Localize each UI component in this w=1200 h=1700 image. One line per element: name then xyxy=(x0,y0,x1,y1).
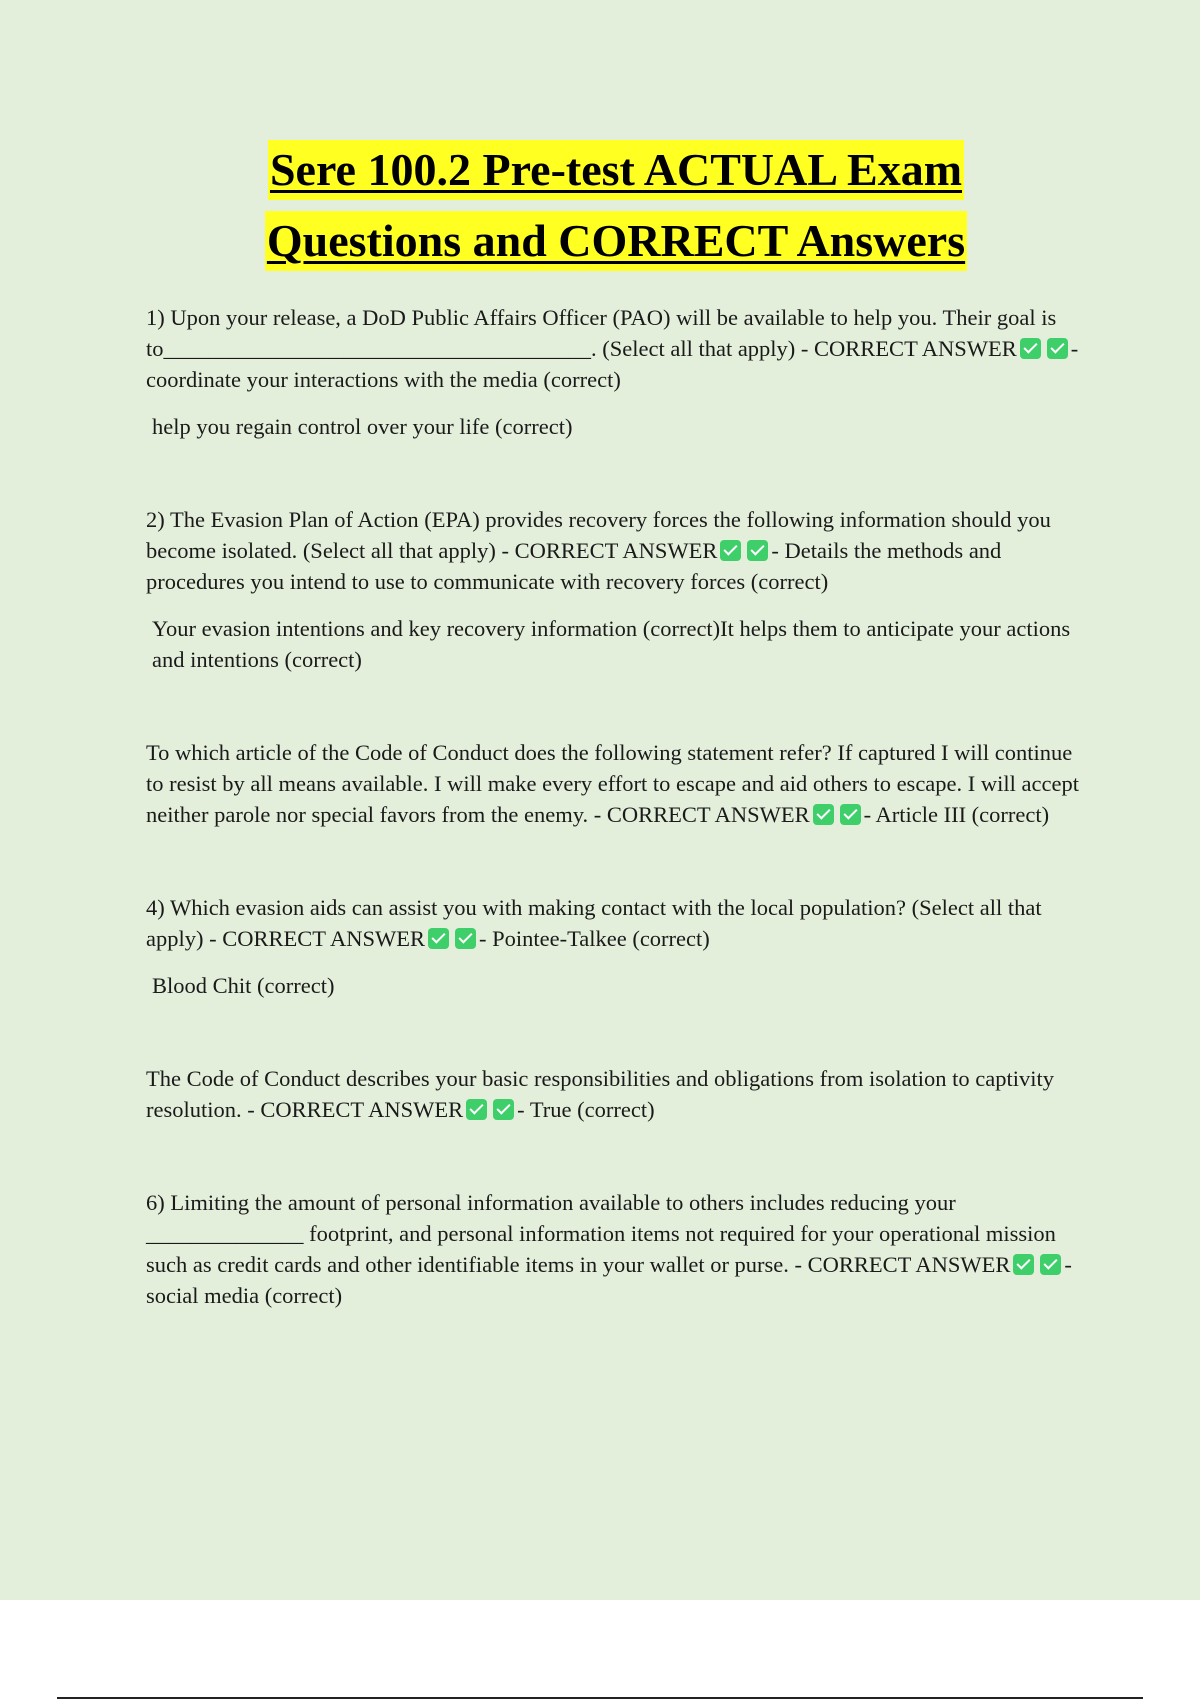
document-body xyxy=(146,140,1086,1373)
title-line-2: Questions and CORRECT Answers xyxy=(265,211,967,271)
check-mark-icon xyxy=(1040,1254,1061,1275)
question-prompt: 1) Upon your release, a DoD Public Affairs Officer (PAO) will be available to help you. Their goal is to______________________________________. (Select all that apply) - CORRECT ANSWER xyxy=(146,305,1057,361)
question-block-5 xyxy=(146,1063,1086,1125)
check-mark-icon xyxy=(747,540,768,561)
question-block-3 xyxy=(146,737,1086,830)
answer-text: - True (correct) xyxy=(517,1097,655,1122)
footer-divider xyxy=(57,1697,1143,1699)
check-mark-icon xyxy=(813,804,834,825)
check-mark-icon xyxy=(455,928,476,949)
answer-text: - social media (correct) xyxy=(146,1252,1072,1308)
check-mark-icon xyxy=(493,1099,514,1120)
check-mark-icon xyxy=(466,1099,487,1120)
question-prompt: To which article of the Code of Conduct does the following statement refer? If captured I will continue to resist by all means available. I will make every effort to escape and aid others to escape. I will accept neither parole nor special favors from the enemy. - CORRECT ANSWER xyxy=(146,740,1079,827)
question-prompt: The Code of Conduct describes your basic responsibilities and obligations from isolation to captivity resolution. - CORRECT ANSWER xyxy=(146,1066,1054,1122)
check-mark-icon xyxy=(1047,338,1068,359)
question-text xyxy=(146,1063,1086,1125)
question-text xyxy=(146,302,1086,395)
additional-answer: Your evasion intentions and key recovery information (correct)It helps them to anticipate your actions and intentions (correct) xyxy=(152,616,1071,672)
check-mark-icon xyxy=(428,928,449,949)
additional-answer: help you regain control over your life (correct) xyxy=(152,414,573,439)
answer-text: - Pointee-Talkee (correct) xyxy=(478,926,710,951)
check-mark-icon xyxy=(720,540,741,561)
question-prompt: 2) The Evasion Plan of Action (EPA) provides recovery forces the following information should you become isolated. (Select all that apply) - CORRECT ANSWER xyxy=(146,507,1051,563)
question-text xyxy=(146,737,1086,830)
document-title xyxy=(146,140,1086,282)
question-prompt: 4) Which evasion aids can assist you with making contact with the local population? (Select all that apply) - CORRECT ANSWER xyxy=(146,895,1042,951)
check-mark-icon xyxy=(1020,338,1041,359)
question-text xyxy=(146,1187,1086,1311)
question-block-6 xyxy=(146,1187,1086,1311)
answer-text: - Article III (correct) xyxy=(863,802,1050,827)
question-block-4 xyxy=(146,892,1086,1001)
question-text xyxy=(146,892,1086,954)
question-prompt: 6) Limiting the amount of personal information available to others includes reducing your ______________ footprint, and personal information items not required for your operational mission such as credit cards and other identifiable items in your wallet or purse. - CORRECT ANSWER xyxy=(146,1190,1056,1277)
answer-text: - coordinate your interactions with the media (correct) xyxy=(146,336,1079,392)
question-block-1 xyxy=(146,302,1086,442)
check-mark-icon xyxy=(840,804,861,825)
question-text xyxy=(146,504,1086,597)
title-line-1: Sere 100.2 Pre-test ACTUAL Exam xyxy=(268,140,964,200)
additional-answer: Blood Chit (correct) xyxy=(152,973,335,998)
question-block-2 xyxy=(146,504,1086,675)
answer-text: - Details the methods and procedures you intend to use to communicate with recovery forces (correct) xyxy=(146,538,1002,594)
check-mark-icon xyxy=(1013,1254,1034,1275)
